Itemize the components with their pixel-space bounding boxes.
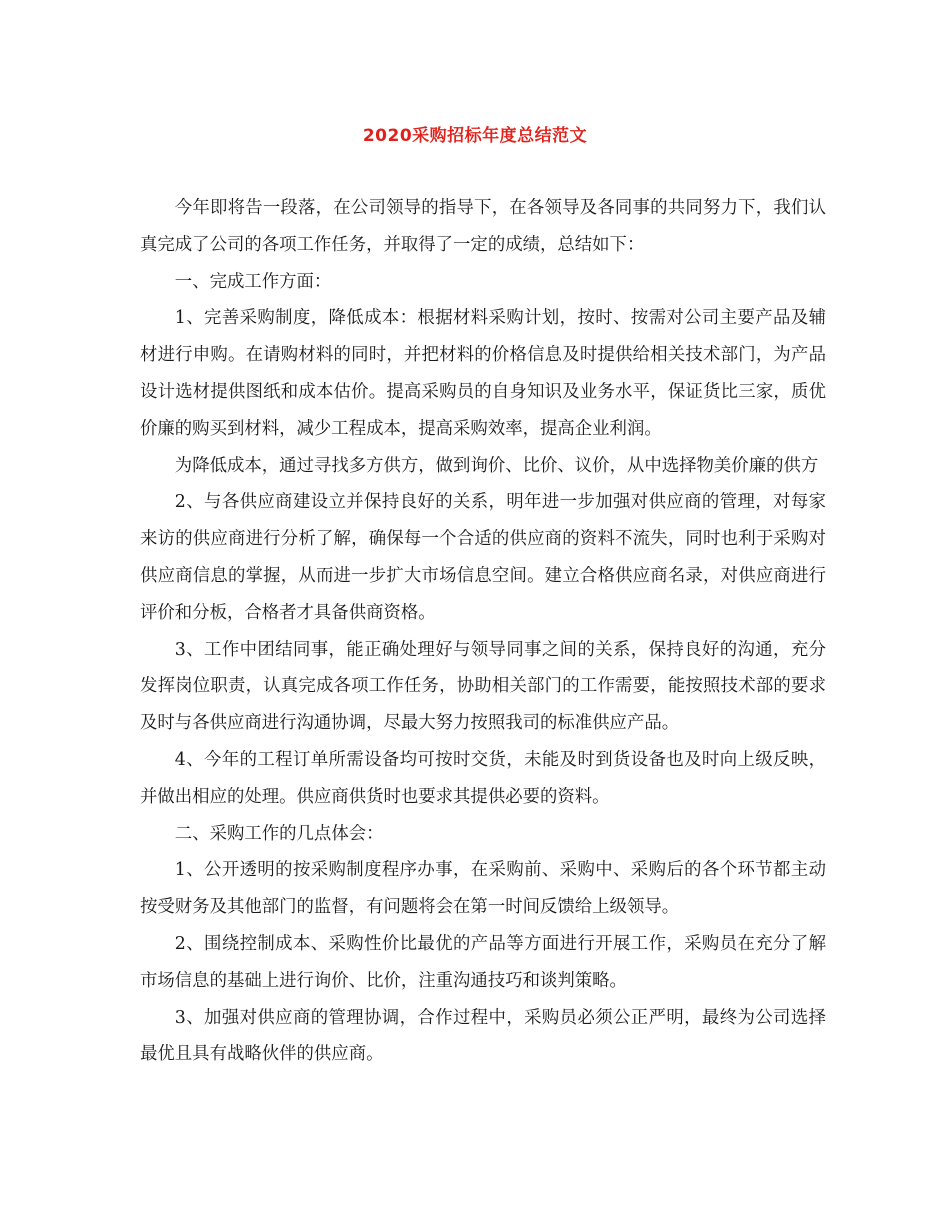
paragraph-intro: 今年即将告一段落，在公司领导的指导下，在各领导及各同事的共同努力下，我们认真完成了公司的各项工作任务，并取得了一定的成绩，总结如下： <box>140 198 826 255</box>
paragraph-experience-2: 2、围绕控制成本、采购性价比最优的产品等方面进行开展工作，采购员在充分了解市场信息的基础上进行询价、比价，注重沟通技巧和谈判策略。 <box>140 933 826 991</box>
paragraph-experience-1: 1、公开透明的按采购制度程序办事，在采购前、采购中、采购后的各个环节都主动按受财务及其他部门的监督，有问题将会在第一时间反馈给上级领导。 <box>140 860 826 918</box>
paragraph-item-4: 4、今年的工程订单所需设备均可按时交货，未能及时到货设备也及时向上级反映，并做出相应的处理。供应商供货时也要求其提供必要的资料。 <box>140 749 826 807</box>
paragraph-item-1: 1、完善采购制度，降低成本：根据材料采购计划，按时、按需对公司主要产品及辅材进行申购。在请购材料的同时，并把材料的价格信息及时提供给相关技术部门，为产品设计选材提供图纸和成本估价。提高采购员的自身知识及业务水平，保证货比三家，质优价廉的购买到材料，减少工程成本，提高采购效率，提高企业利润。 <box>140 308 826 439</box>
section-heading-work-completed: 一、完成工作方面： <box>174 271 332 292</box>
document-title: 2020采购招标年度总结范文 <box>362 126 588 146</box>
document-body <box>140 190 826 1073</box>
paragraph-experience-3: 3、加强对供应商的管理协调，合作过程中，采购员必须公正严明，最终为公司选择最优且具有战略伙伴的供应商。 <box>140 1007 826 1065</box>
paragraph-item-3: 3、工作中团结同事，能正确处理好与领导同事之间的关系，保持良好的沟通，充分发挥岗位职责，认真完成各项工作任务，协助相关部门的工作需要，能按照技术部的要求及时与各供应商进行沟通协调，尽最大努力按照我司的标准供应产品。 <box>140 639 826 734</box>
section-heading-experience: 二、采购工作的几点体会： <box>174 823 384 844</box>
paragraph-item-2: 2、与各供应商建设立并保持良好的关系，明年进一步加强对供应商的管理，对每家来访的供应商进行分析了解，确保每一个合适的供应商的资料不流失，同时也利于采购对供应商信息的掌握，从而进一步扩大市场信息空间。建立合格供应商名录，对供应商进行评价和分板，合格者才具备供商资格。 <box>140 492 826 623</box>
paragraph-cost-reduction: 为降低成本，通过寻找多方供方，做到询价、比价、议价，从中选择物美价廉的供方 <box>174 455 819 476</box>
